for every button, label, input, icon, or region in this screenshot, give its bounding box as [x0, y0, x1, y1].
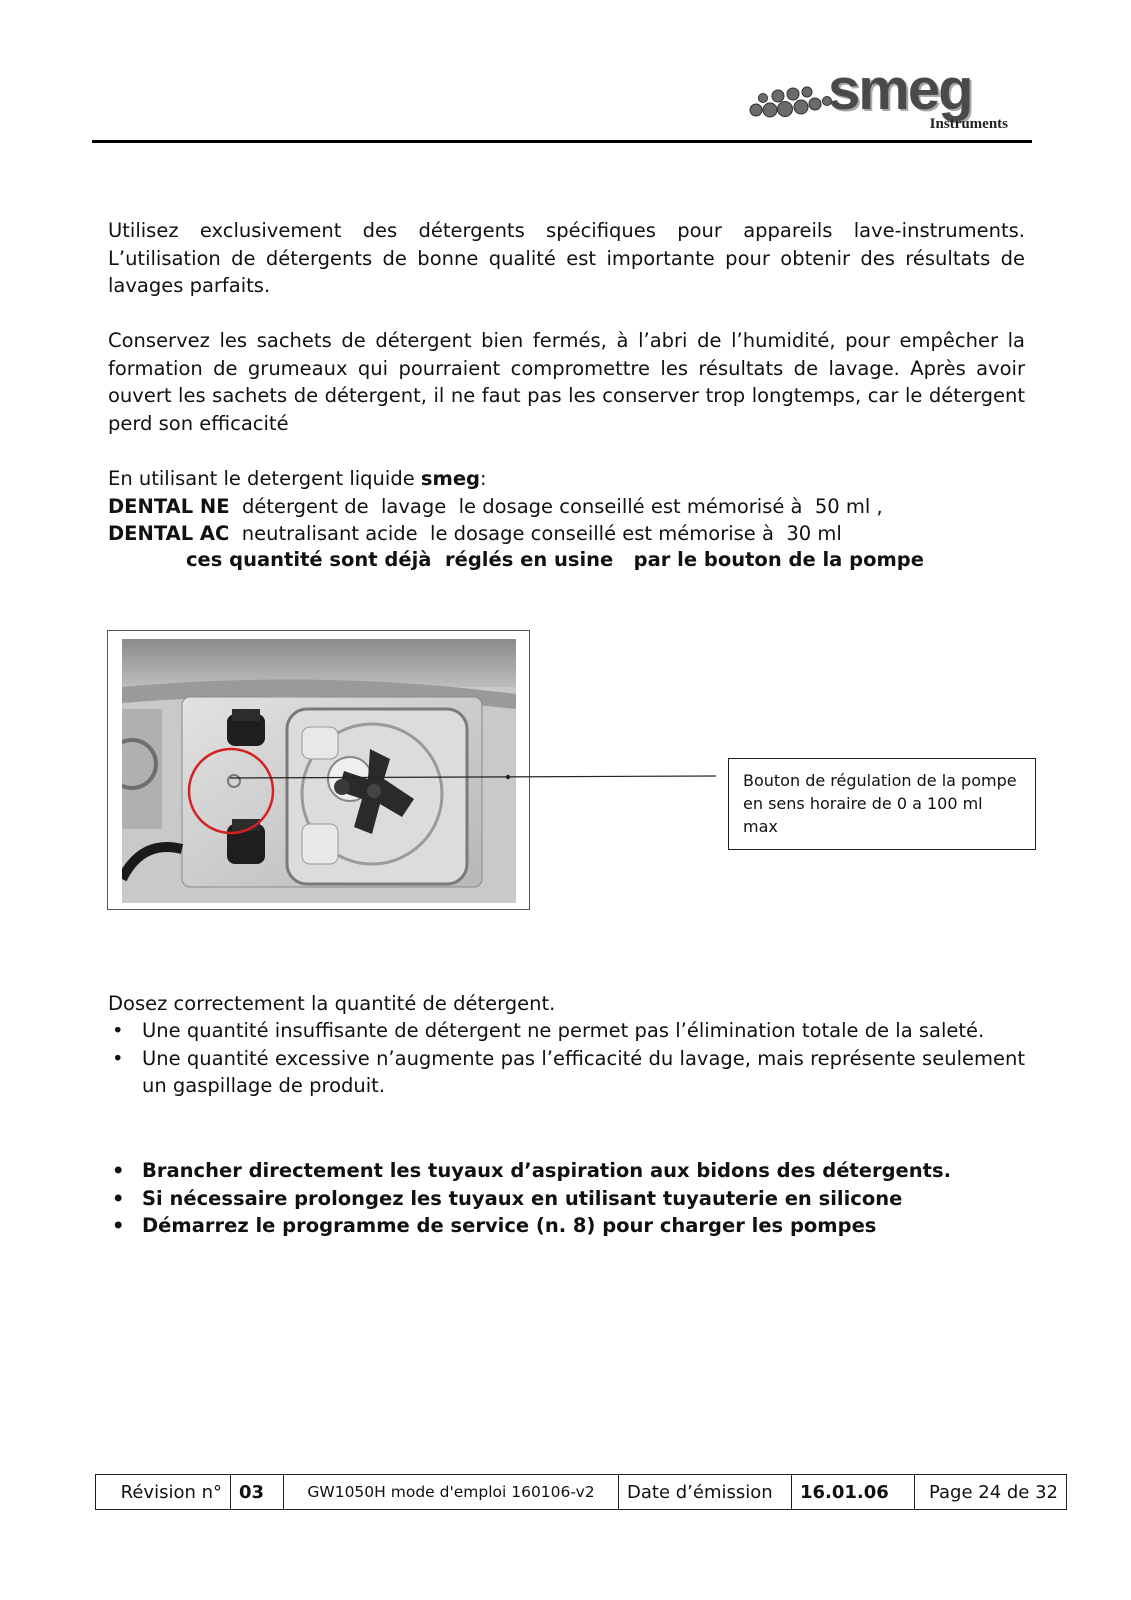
- footer-row: [96, 1475, 1067, 1510]
- footer-table: [95, 1474, 1067, 1510]
- liquid-detergent-intro: [108, 465, 1025, 493]
- dental-ac-text: neutralisant acide le dosage conseillé est mémorise à 30 ml: [229, 522, 842, 545]
- list-item: • Démarrez le programme de service (n. 8) pour charger les pompes: [108, 1212, 1025, 1240]
- list-item: • Brancher directement les tuyaux d’aspiration aux bidons des détergents.: [108, 1157, 1025, 1185]
- intro-prefix: En utilisant le detergent liquide: [108, 467, 421, 490]
- header-rule: [92, 140, 1032, 143]
- revision-label: Révision n°: [96, 1475, 231, 1510]
- page-number: Page 24 de 32: [915, 1475, 1067, 1510]
- revision-value: 03: [231, 1475, 284, 1510]
- dosing-list: [108, 1017, 1025, 1100]
- list-item: • Une quantité insuffisante de détergent ne permet pas l’élimination totale de la saleté.: [108, 1017, 1025, 1045]
- smeg-logo: [748, 57, 1028, 144]
- list-item: • Une quantité excessive n’augmente pas l’efficacité du lavage, mais représente seulement un gaspillage de produit.: [108, 1045, 1025, 1100]
- dental-ne-line: [108, 493, 1025, 521]
- paragraph-liquid-detergent: [108, 465, 1025, 548]
- pump-knob-callout: Bouton de régulation de la pompe en sens horaire de 0 a 100 ml max: [728, 758, 1036, 850]
- paragraph-storage: Conservez les sachets de détergent bien fermés, à l’abri de l’humidité, pour empêcher la formation de grumeaux qui pourraient compromettre les résultats de lavage. Après avoir ouvert les sachets de détergent, il ne faut pas les conserver trop longtemps, car le détergent perd son efficacité: [108, 329, 1025, 435]
- paragraph-detergents: Utilisez exclusivement des détergents spécifiques pour appareils lave-instruments. L’utilisation de détergents de bonne qualité est importante pour obtenir des résultats de lavages parfaits.: [108, 219, 1025, 297]
- pump-photo-frame: [107, 630, 530, 910]
- dental-ac-label: DENTAL AC: [108, 522, 230, 545]
- document-name: GW1050H mode d'emploi 160106-v2: [284, 1475, 619, 1510]
- instructions-list: [108, 1157, 1025, 1240]
- intro-brand: smeg: [420, 467, 481, 490]
- dosing-intro: Dosez correctement la quantité de détergent.: [108, 992, 556, 1015]
- factory-setting-note: ces quantité sont déjà réglés en usine par le bouton de la pompe: [186, 548, 924, 571]
- logo-subtitle: Instruments: [929, 116, 1008, 132]
- list-item: • Si nécessaire prolongez les tuyaux en utilisant tuyauterie en silicone: [108, 1185, 1025, 1213]
- logo-dots-icon: [748, 82, 834, 126]
- dental-ac-line: [108, 520, 1025, 548]
- intro-suffix: :: [480, 467, 487, 490]
- dental-ne-label: DENTAL NE: [108, 494, 230, 518]
- date-value: 16.01.06: [792, 1475, 915, 1510]
- pump-photo: [122, 639, 516, 903]
- date-label: Date d’émission: [619, 1475, 792, 1510]
- dental-ne-text: détergent de lavage le dosage conseillé est mémorisé à 50 ml ,: [229, 494, 883, 518]
- logo-wordmark: smeg: [828, 57, 972, 122]
